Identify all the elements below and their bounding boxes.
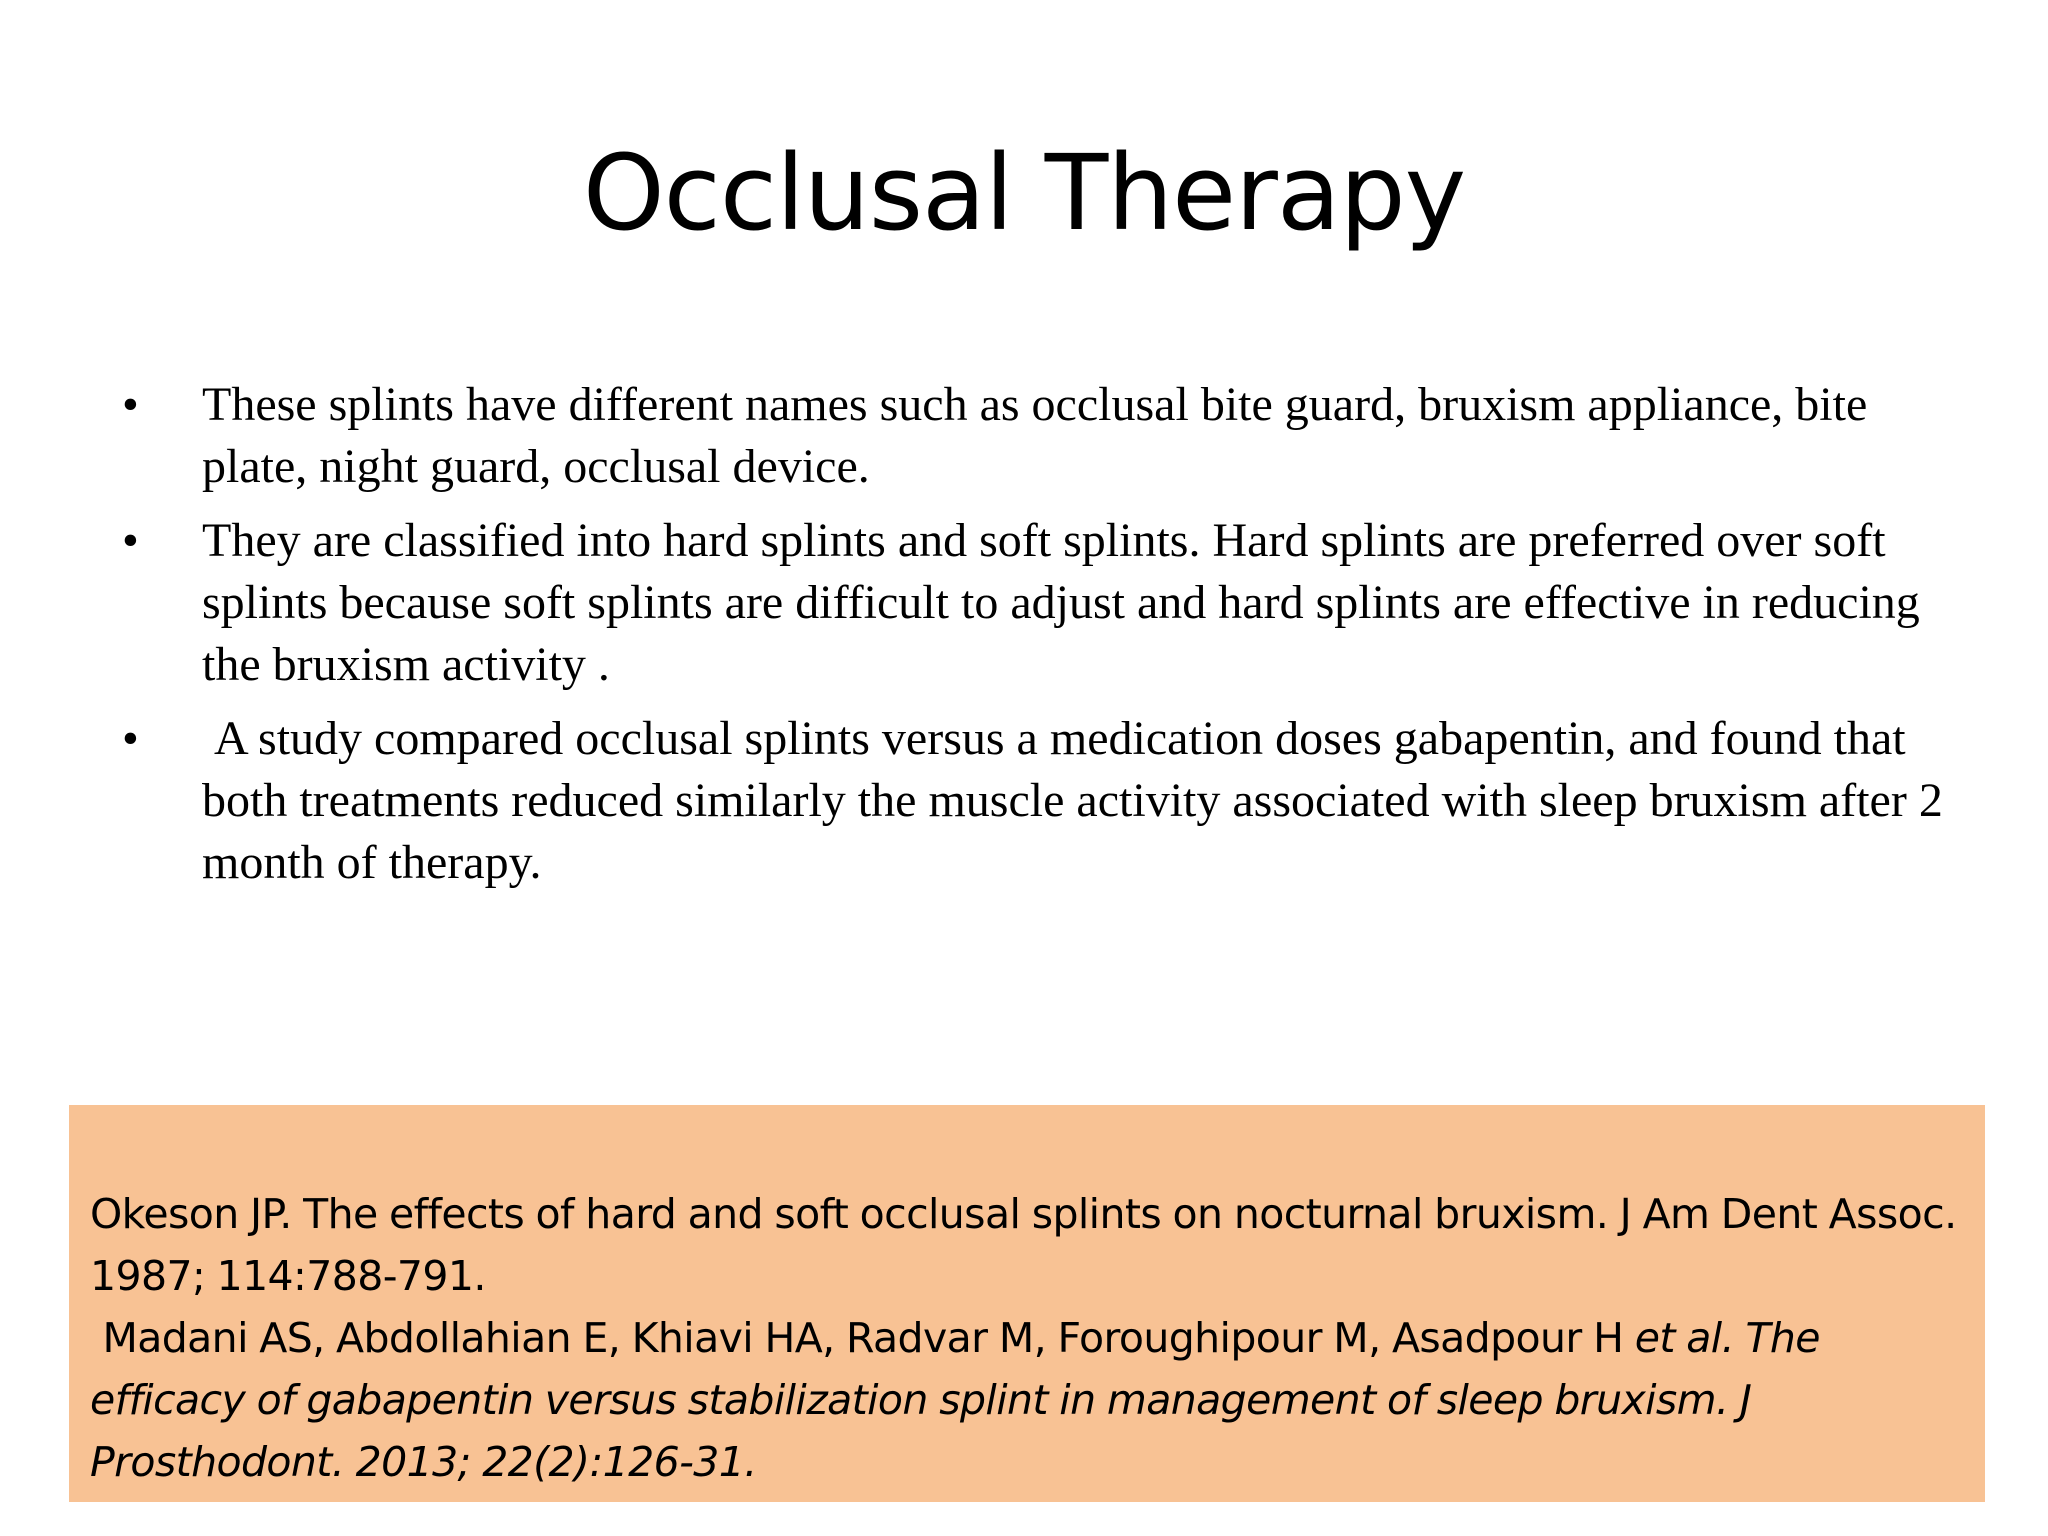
reference-madani-authors: Madani AS, Abdollahian E, Khiavi HA, Radvar M, Foroughipour M, Asadpour H	[90, 1314, 1635, 1362]
references-box	[69, 1105, 1985, 1502]
bullet-icon: •	[122, 378, 139, 431]
bullet-item	[118, 374, 1948, 498]
bullet-text: A study compared occlusal splints versus a medication doses gabapentin, and found that both treatments reduced similarly the muscle activity associated with sleep bruxism after 2 month of therapy.	[202, 712, 1955, 889]
bullet-list	[118, 374, 1955, 906]
reference-madani-title: et al. The efficacy of gabapentin versus stabilization splint in management of sleep bruxism. J Prosthodont. 2013; 22(2):126-31.	[90, 1314, 1820, 1486]
slide-title: Occlusal Therapy	[582, 132, 1466, 254]
bullet-text: These splints have different names such as occlusal bite guard, bruxism appliance, bite plate, night guard, occlusal device.	[202, 378, 1868, 493]
bullet-icon: •	[122, 712, 139, 765]
reference-okeson: Okeson JP. The effects of hard and soft occlusal splints on nocturnal bruxism. J Am Dent Assoc. 1987; 114:788-791.	[90, 1190, 1957, 1300]
bullet-item	[118, 708, 1955, 894]
reference-madani	[90, 1307, 1965, 1493]
bullet-item	[118, 510, 1948, 696]
bullet-icon: •	[122, 514, 139, 567]
bullet-text: They are classified into hard splints and soft splints. Hard splints are preferred over soft splints because soft splints are difficult to adjust and hard splints are effective in reducing the bruxism activity .	[202, 514, 1920, 691]
